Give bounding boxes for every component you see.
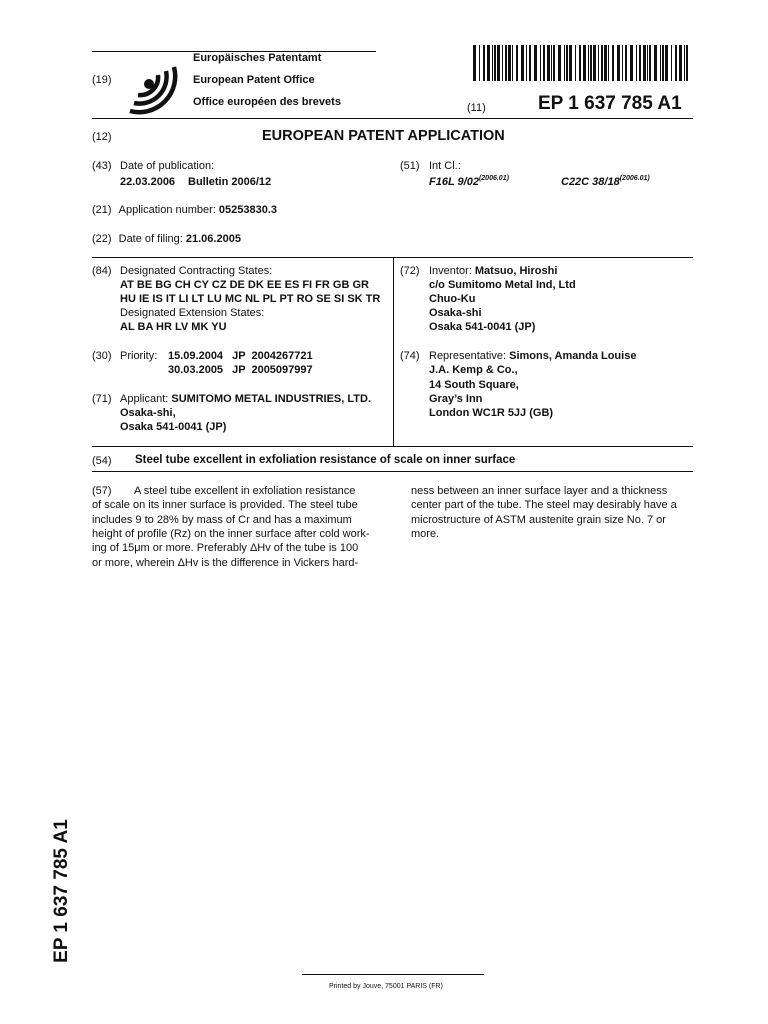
title-bottom-rule: [92, 471, 693, 472]
barcode-bar: [575, 45, 576, 81]
barcode-bar: [590, 45, 592, 81]
extension-states-label: Designated Extension States:: [120, 307, 265, 319]
barcode-bar: [483, 45, 485, 81]
barcode-bar: [551, 45, 552, 81]
representative-row: [429, 349, 636, 364]
intcl-label: Int Cl.:: [429, 160, 461, 172]
publication-number: EP 1 637 785 A1: [538, 93, 682, 114]
barcode-bar: [479, 45, 480, 81]
barcode-bar: [512, 45, 513, 81]
barcode-bar: [660, 45, 661, 81]
barcode-bar: [679, 45, 682, 81]
inventor-address-line: Osaka-shi: [429, 307, 482, 319]
abstract-left-line: ing of 15μm or more. Preferably ΔHv of the tube is 100: [92, 542, 359, 554]
representative-label: Representative:: [429, 350, 507, 362]
priority-label: Priority:: [120, 350, 158, 362]
abstract-right-line: ness between an inner surface layer and a thickness: [411, 485, 668, 497]
barcode-bar: [492, 45, 493, 81]
barcode-bar: [540, 45, 541, 81]
barcode-bar: [473, 45, 476, 81]
inventor-address-line: Chuo-Ku: [429, 293, 476, 305]
abstract-left-line: of scale on its inner surface is provided. The steel tube: [92, 499, 358, 511]
epo-logo-icon: [118, 53, 180, 115]
barcode-bar: [649, 45, 651, 81]
code-22: (22): [92, 233, 112, 245]
applicant-row: [120, 392, 371, 407]
abstract-left-line: or more, wherein ΔHv is the difference in Vickers hard-: [92, 557, 359, 569]
barcode-bar: [601, 45, 603, 81]
barcode-bar: [647, 45, 648, 81]
intcl-class-1: [429, 172, 509, 190]
barcode-bar: [598, 45, 599, 81]
barcode-bar: [566, 45, 568, 81]
extension-states-value: AL BA HR LV MK YU: [120, 321, 227, 333]
publication-bulletin: Bulletin 2006/12: [188, 176, 272, 188]
barcode-bar: [516, 45, 518, 81]
barcode-bar: [604, 45, 607, 81]
priority-date: 15.09.2004: [168, 350, 224, 362]
publication-date: 22.03.2006: [120, 176, 176, 188]
barcode-bar: [671, 45, 672, 81]
applicant-city: Osaka-shi,: [120, 407, 176, 419]
priority-number: 2005097997: [251, 364, 313, 376]
code-21: (21): [92, 204, 112, 216]
barcode-bar: [543, 45, 545, 81]
barcode-bar: [665, 45, 668, 81]
abstract-left-line: includes 9 to 28% by mass of Cr and has a maximum: [92, 514, 352, 526]
office-name-fr: Office européen des brevets: [193, 96, 341, 108]
applicant-label: Applicant:: [120, 393, 169, 405]
representative-address-line: Gray’s Inn: [429, 393, 483, 405]
barcode-bar: [521, 45, 524, 81]
priority-entry: [168, 363, 313, 378]
barcode-bar: [593, 45, 596, 81]
office-name-de: Europäisches Patentamt: [193, 52, 322, 64]
intcl-class-2-code: C22C 38/18: [561, 176, 620, 188]
barcode-bar: [588, 45, 589, 81]
barcode-bar: [547, 45, 550, 81]
intcl-class-2-version: (2006.01): [619, 175, 650, 182]
priority-office: JP: [232, 350, 246, 362]
states-line-1: AT BE BG CH CY CZ DE DK EE ES FI FR GB GR: [120, 279, 369, 291]
code-12: (12): [92, 131, 112, 143]
barcode-bar: [608, 45, 609, 81]
footer-rule: [302, 974, 484, 975]
barcode-bar: [625, 45, 627, 81]
barcode: [473, 45, 693, 81]
code-51: (51): [400, 160, 420, 172]
code-74: (74): [400, 350, 420, 362]
priority-office: JP: [232, 364, 246, 376]
intcl-class-1-code: F16L 9/02: [429, 176, 479, 188]
intcl-class-2: [561, 172, 650, 190]
barcode-bar: [526, 45, 527, 81]
states-line-2: HU IE IS IT LI LT LU MC NL PL PT RO SE SI SK TR: [120, 293, 381, 305]
barcode-bar: [553, 45, 555, 81]
barcode-bar: [675, 45, 677, 81]
invention-title: Steel tube excellent in exfoliation resistance of scale on inner surface: [135, 454, 516, 466]
filing-date: 21.06.2005: [185, 233, 241, 245]
applicant-postal: Osaka 541-0041 (JP): [120, 421, 227, 433]
representative-name: Simons, Amanda Louise: [509, 350, 637, 362]
filing-date-row: [92, 232, 241, 247]
priority-number: 2004267721: [251, 350, 313, 362]
barcode-bar: [502, 45, 503, 81]
filing-label: Date of filing:: [118, 233, 183, 245]
barcode-bar: [494, 45, 496, 81]
barcode-bar: [534, 45, 537, 81]
code-57: (57): [92, 485, 112, 497]
abstract-left-line: height of profile (Rz) on the inner surface after cold work-: [92, 528, 370, 540]
representative-address-line: London WC1R 5JJ (GB): [429, 407, 554, 419]
barcode-bar: [630, 45, 633, 81]
document-type: EUROPEAN PATENT APPLICATION: [262, 128, 505, 144]
code-54: (54): [92, 455, 112, 467]
application-number-row: [92, 203, 277, 218]
barcode-bar: [654, 45, 657, 81]
barcode-bar: [684, 45, 685, 81]
barcode-bar: [497, 45, 500, 81]
abstract-right-line: center part of the tube. The steel may desirably have a: [411, 499, 677, 511]
representative-address-line: 14 South Square,: [429, 379, 519, 391]
barcode-bar: [579, 45, 581, 81]
priority-entry: [168, 349, 313, 364]
intcl-class-1-version: (2006.01): [478, 175, 509, 182]
barcode-bar: [508, 45, 511, 81]
barcode-bar: [612, 45, 614, 81]
code-19: (19): [92, 74, 112, 86]
application-label: Application number:: [118, 204, 216, 216]
barcode-bar: [622, 45, 623, 81]
barcode-bar: [558, 45, 561, 81]
inventor-row: [429, 264, 557, 279]
code-11: (11): [467, 102, 486, 114]
box-center-divider: [393, 257, 394, 446]
barcode-bar: [662, 45, 664, 81]
states-label: Designated Contracting States:: [120, 265, 273, 277]
abstract-left-line: A steel tube excellent in exfoliation resistance: [134, 485, 356, 497]
code-71: (71): [92, 393, 112, 405]
abstract-right-line: more.: [411, 528, 440, 540]
priority-date: 30.03.2005: [168, 364, 224, 376]
inventor-address-line: Osaka 541-0041 (JP): [429, 321, 536, 333]
office-name-en: European Patent Office: [193, 74, 315, 86]
abstract-right-line: microstructure of ASTM austenite grain size No. 7 or: [411, 514, 666, 526]
inventor-address-line: c/o Sumitomo Metal Ind, Ltd: [429, 279, 576, 291]
side-publication-number: EP 1 637 785 A1: [51, 819, 72, 963]
barcode-bar: [583, 45, 586, 81]
barcode-bar: [564, 45, 565, 81]
printer-credit: Printed by Jouve, 75001 PARIS (FR): [329, 983, 443, 990]
code-43: (43): [92, 160, 112, 172]
code-72: (72): [400, 265, 420, 277]
application-number: 05253830.3: [218, 204, 278, 216]
box-bottom-rule: [92, 446, 693, 447]
barcode-bar: [505, 45, 507, 81]
header-bottom-rule: [92, 118, 693, 119]
inventor-label: Inventor:: [429, 265, 472, 277]
barcode-bar: [529, 45, 531, 81]
barcode-bar: [686, 45, 688, 81]
publication-label: Date of publication:: [120, 160, 215, 172]
barcode-bar: [617, 45, 620, 81]
barcode-bar: [639, 45, 641, 81]
barcode-bar: [643, 45, 646, 81]
representative-address-line: J.A. Kemp & Co.,: [429, 364, 518, 376]
applicant-name: SUMITOMO METAL INDUSTRIES, LTD.: [171, 393, 372, 405]
barcode-bar: [636, 45, 637, 81]
code-84: (84): [92, 265, 112, 277]
barcode-bar: [569, 45, 572, 81]
inventor-name: Matsuo, Hiroshi: [474, 265, 558, 277]
code-30: (30): [92, 350, 112, 362]
barcode-bar: [487, 45, 490, 81]
